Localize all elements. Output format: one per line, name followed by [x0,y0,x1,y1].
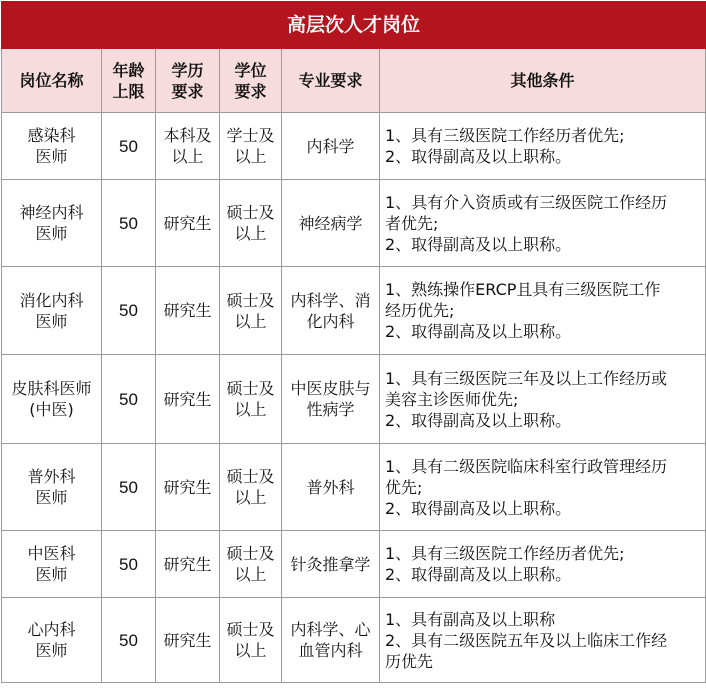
header-degree-line: 学位 [234,60,267,80]
cell-line: 医师 [35,641,68,660]
table-row [2,267,706,355]
cell-line: 1、具有三级医院工作经历者优先; [385,544,625,563]
cell-line: 内科学 [306,136,355,156]
table-title-row [2,2,706,49]
cell-line: 神经病学 [298,213,363,233]
cell-line: 2、取得副高及以上职称。 [385,147,572,166]
cell-line: 以上 [234,400,267,419]
cell-other [380,598,706,683]
table-title: 高层次人才岗位 [2,2,706,49]
cell-line: 医师 [35,311,68,331]
cell-education [156,180,220,267]
cell-line: 2、取得副高及以上职称。 [385,410,572,430]
cell-line: 2、取得副高及以上职称。 [385,565,572,584]
cell-line: 硕士及 [226,290,275,310]
header-education-line: 要求 [171,81,204,101]
cell-line: 研究生 [163,389,212,409]
cell-line: 1、具有三级医院工作经历者优先; [385,126,625,145]
table-row [2,598,706,683]
cell-post [2,531,102,598]
cell-line: 本科及 [163,126,212,145]
cell-line: 者优先; [385,213,439,233]
cell-major [282,355,380,444]
cell-line: 心内科 [27,620,76,639]
header-age-line: 上限 [112,81,145,101]
cell-post [2,113,102,180]
cell-line: 神经内科 [19,203,84,222]
table-row [2,113,706,180]
cell-line: 消化内科 [19,290,84,310]
table-header-row [2,49,706,113]
cell-line: 研究生 [163,213,212,233]
cell-line: (中医) [29,400,74,419]
cell-line: 2、取得副高及以上职称。 [385,234,572,254]
cell-post [2,444,102,531]
header-post-line: 岗位名称 [19,71,84,90]
cell-line: 历优先 [385,651,434,671]
cell-degree [220,180,282,267]
cell-line: 以上 [234,224,267,243]
table-row [2,355,706,444]
cell-line: 硕士及 [226,620,275,639]
cell-degree [220,113,282,180]
cell-age: 50 [102,598,156,683]
cell-major [282,444,380,531]
header-degree-line: 要求 [234,81,267,101]
cell-education [156,113,220,180]
cell-line: 经历优先; [385,301,455,320]
cell-line: 化内科 [306,311,355,331]
cell-line: 内科学、消 [290,290,371,310]
cell-age: 50 [102,180,156,267]
header-other [380,49,706,113]
cell-other [380,355,706,444]
header-education-line: 学历 [171,60,204,80]
cell-degree [220,267,282,355]
cell-education [156,267,220,355]
cell-post [2,355,102,444]
cell-line: 研究生 [163,554,212,574]
cell-line: 硕士及 [226,544,275,563]
cell-line: 以上 [234,488,267,507]
cell-line: 2、取得副高及以上职称。 [385,322,572,341]
header-major-line: 专业要求 [298,71,363,90]
cell-line: 1、具有副高及以上职称 [385,609,556,629]
cell-degree [220,444,282,531]
cell-education [156,444,220,531]
cell-other [380,267,706,355]
cell-line: 优先; [385,477,423,497]
cell-line: 美容主诊医师优先; [385,389,519,409]
header-degree [220,49,282,113]
table-row [2,531,706,598]
cell-line: 硕士及 [226,379,275,398]
cell-line: 普外科 [27,467,76,486]
cell-line: 1、具有二级医院临床科室行政管理经历 [385,456,668,476]
cell-major [282,180,380,267]
cell-line: 1、熟练操作ERCP且具有三级医院工作 [385,280,661,299]
cell-post [2,598,102,683]
cell-line: 以上 [171,147,204,166]
cell-line: 皮肤科医师 [11,379,92,398]
cell-other [380,180,706,267]
cell-education [156,598,220,683]
cell-post [2,267,102,355]
header-other-line: 其他条件 [510,71,575,90]
cell-line: 医师 [35,224,68,243]
cell-degree [220,531,282,598]
cell-other [380,113,706,180]
cell-line: 中医科 [27,544,76,563]
cell-line: 中医皮肤与 [290,379,371,398]
cell-line: 硕士及 [226,467,275,486]
cell-line: 2、具有二级医院五年及以上临床工作经 [385,630,668,650]
table-row [2,444,706,531]
talent-posts-table-container [1,1,705,689]
cell-major [282,113,380,180]
cell-line: 硕士及 [226,203,275,222]
cell-line: 内科学、心 [290,620,371,639]
cell-age: 50 [102,113,156,180]
cell-line: 感染科 [27,126,76,145]
header-major [282,49,380,113]
cell-line: 医师 [35,565,68,584]
cell-education [156,531,220,598]
cell-major [282,598,380,683]
cell-age: 50 [102,444,156,531]
cell-line: 学士及 [226,126,275,145]
cell-line: 普外科 [306,477,355,497]
cell-line: 以上 [234,565,267,584]
cell-line: 以上 [234,147,267,166]
cell-line: 医师 [35,147,68,166]
cell-line: 研究生 [163,630,212,650]
cell-major [282,267,380,355]
cell-age: 50 [102,267,156,355]
talent-posts-table [1,1,706,683]
cell-major [282,531,380,598]
header-age [102,49,156,113]
cell-other [380,444,706,531]
cell-other [380,531,706,598]
cell-line: 研究生 [163,301,212,320]
header-post [2,49,102,113]
cell-line: 性病学 [306,400,355,419]
cell-line: 以上 [234,311,267,331]
cell-age: 50 [102,355,156,444]
cell-line: 医师 [35,488,68,507]
cell-degree [220,355,282,444]
cell-line: 研究生 [163,477,212,497]
cell-line: 针灸推拿学 [290,554,371,574]
cell-line: 1、具有介入资质或有三级医院工作经历 [385,192,668,212]
cell-age: 50 [102,531,156,598]
cell-line: 以上 [234,641,267,660]
header-education [156,49,220,113]
cell-post [2,180,102,267]
table-row [2,180,706,267]
cell-line: 2、取得副高及以上职称。 [385,498,572,518]
header-age-line: 年龄 [112,60,145,80]
cell-line: 血管内科 [298,641,363,660]
cell-degree [220,598,282,683]
cell-line: 1、具有三级医院三年及以上工作经历或 [385,368,668,388]
cell-education [156,355,220,444]
